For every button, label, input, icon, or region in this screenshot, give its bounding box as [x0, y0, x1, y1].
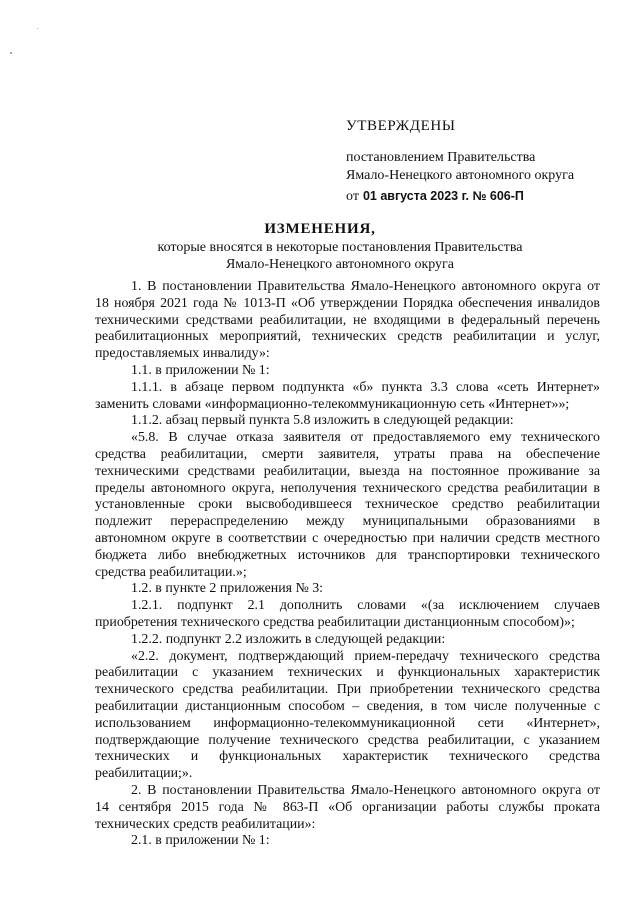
paragraph: 1.1.1. в абзаце первом подпункта «б» пункта 3.3 слова «сеть Интернет» заменить словами «информационно-телекоммуникационную сеть «Интернет»»; — [95, 379, 600, 412]
paragraph: 1.2. в пункте 2 приложения № 3: — [131, 581, 324, 597]
approval-line-1: постановлением Правительства — [346, 150, 536, 165]
date-value: 01 августа 2023 г. № 606-П — [362, 189, 524, 203]
approval-date-line — [346, 187, 606, 206]
paragraph: 1. В постановлении Правительства Ямало-Ненецкого автономного округа от 18 ноября 2021 года № 1013-П «Об утверждении Порядка обеспечения инвалидов техническими средствами реабилитации, не входящими в федеральный перечень реабилитационных мероприятий, технических средств реабилитации и услуг, предоставляемых инвалиду»: — [95, 279, 600, 362]
paragraph: 1.1.2. абзац первый пункта 5.8 изложить в следующей редакции: — [131, 413, 514, 429]
paragraph: 1.1. в приложении № 1: — [131, 362, 270, 378]
paragraph: 1.2.2. подпункт 2.2 изложить в следующей редакции: — [131, 631, 446, 647]
paragraph: 2.1. в приложении № 1: — [131, 833, 270, 849]
scan-speck — [10, 52, 12, 54]
paragraph: 1.2.1. подпункт 2.1 дополнить словами «(за исключением случаев приобретения технического средства реабилитации дистанционным способом)»; — [95, 598, 600, 630]
document-title: ИЗМЕНЕНИЯ, — [264, 221, 376, 237]
document-subtitle-line-1: которые вносятся в некоторые постановления Правительства — [157, 240, 523, 255]
scan-speck — [37, 28, 38, 29]
paragraph: 2. В постановлении Правительства Ямало-Ненецкого автономного округа от 14 сентября 2015 года № 863-П «Об организации работы службы проката технических средств реабилитации»: — [95, 782, 600, 832]
document-subtitle-line-2: Ямало-Ненецкого автономного округа — [225, 257, 455, 272]
date-prefix: от — [346, 189, 359, 204]
document-body — [95, 279, 600, 850]
paragraph: «5.8. В случае отказа заявителя от предоставляемого ему технического средства реабилитации, смерти заявителя, утраты права на обеспечение техническими средствами реабилитации, выезда на постоянное проживание за пределы автономного округа, неполучения технического средства реабилитации в установленные сроки высвободившееся техническое средство реабилитации подлежит перераспределению между муниципальными образованиями в автономном округе в соответствии с очередностью при наличии средств местного бюджета либо внебюджетных источников для транспортировки технического средства реабилитации.»; — [95, 430, 600, 580]
approval-line-2: Ямало-Ненецкого автономного округа — [346, 168, 575, 183]
paragraph: «2.2. документ, подтверждающий прием-передачу технического средства реабилитации с указанием технических и функциональных характеристик технического средства реабилитации. При приобретении технического средства реабилитации дистанционным способом – сведения, в том числе полученные с использованием информационно-телекоммуникационной сети «Интернет», подтверждающие получение технического средства реабилитации, с указанием технических и функциональных характеристик технического средства реабилитации;». — [95, 648, 600, 782]
approval-block — [346, 117, 606, 206]
document-heading — [0, 219, 640, 273]
approval-title: УТВЕРЖДЕНЫ — [346, 118, 456, 134]
